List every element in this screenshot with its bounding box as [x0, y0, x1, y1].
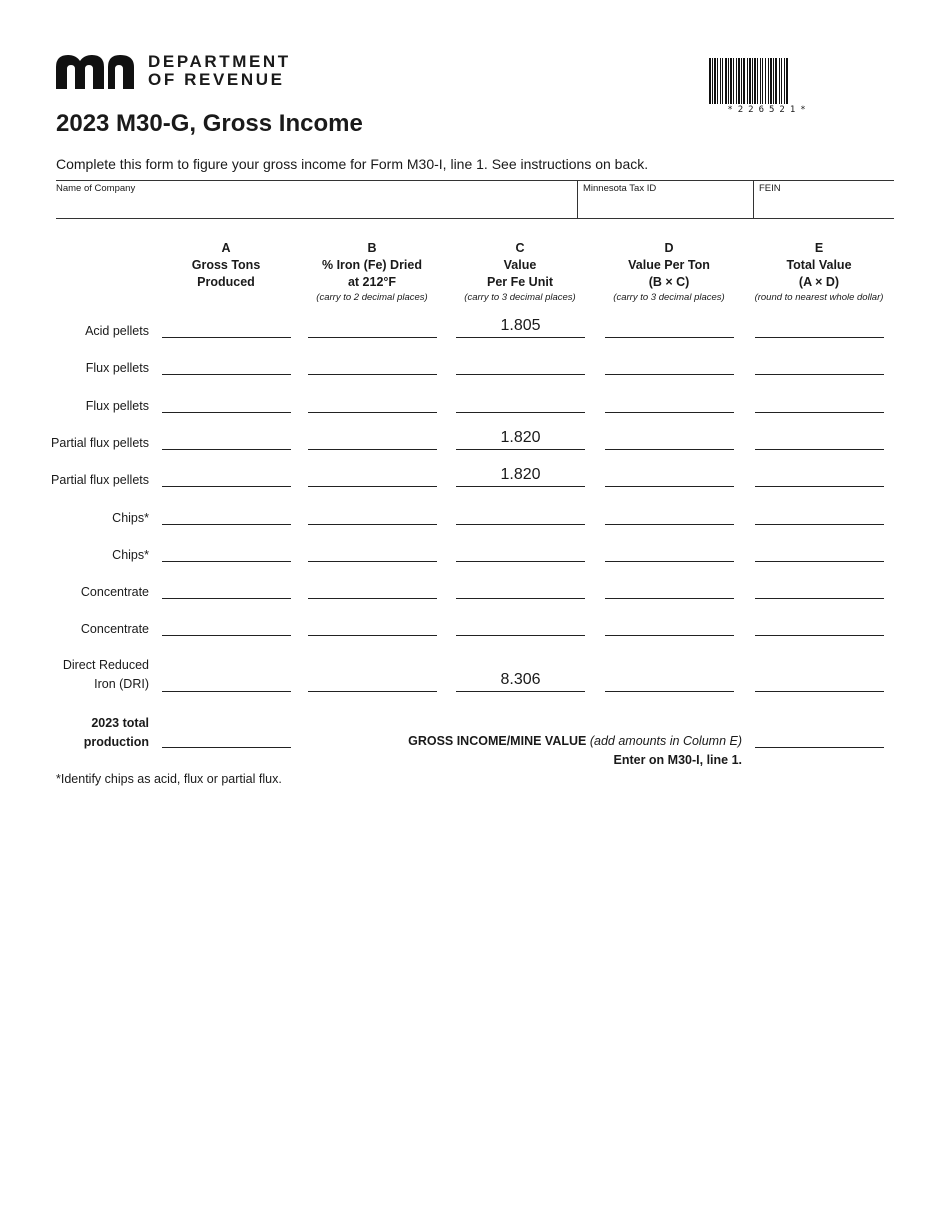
barcode-bar [730, 58, 732, 104]
column-a-field[interactable] [162, 486, 291, 487]
form-instructions: Complete this form to figure your gross income for Form M30-I, line 1. See instructions on back. [56, 156, 649, 172]
column-a-field[interactable] [162, 374, 291, 375]
column-c-field[interactable] [456, 598, 585, 599]
column-d-field[interactable] [605, 524, 734, 525]
column-note: (carry to 2 decimal places) [316, 292, 428, 303]
barcode-bar [733, 58, 734, 104]
barcode-bar [784, 58, 785, 104]
dept-line1: DEPARTMENT [148, 52, 291, 71]
column-letter: D [664, 241, 674, 255]
enter-on-note: Enter on M30-I, line 1. [613, 753, 742, 767]
column-title-line1: Value [503, 258, 537, 272]
column-b-field[interactable] [308, 561, 437, 562]
total-label-line2: production [83, 735, 149, 749]
barcode-bar [738, 58, 740, 104]
row-label: Concentrate [80, 585, 149, 599]
barcode-bar [728, 58, 729, 104]
column-c-field[interactable] [456, 337, 585, 338]
column-title-line2: (A × D) [798, 275, 840, 289]
barcode-bar [741, 58, 742, 104]
column-d-field[interactable] [605, 598, 734, 599]
row-label [40, 656, 149, 694]
column-title-line2: Per Fe Unit [487, 275, 553, 289]
column-e-field[interactable] [755, 524, 884, 525]
barcode-bar [743, 58, 745, 104]
column-a-field[interactable] [162, 635, 291, 636]
column-header-e [744, 240, 894, 305]
column-letter: B [367, 241, 377, 255]
column-d-field[interactable] [605, 449, 734, 450]
barcode-bar [714, 58, 716, 104]
mn-tax-id-field[interactable] [577, 181, 753, 218]
column-b-field[interactable] [308, 635, 437, 636]
column-d-field[interactable] [605, 337, 734, 338]
barcode-bar [749, 58, 751, 104]
column-e-field[interactable] [755, 598, 884, 599]
column-a-field[interactable] [162, 449, 291, 450]
column-a-field[interactable] [162, 412, 291, 413]
row-label: Chips* [112, 511, 149, 525]
column-letter: E [814, 241, 824, 255]
gross-income-field[interactable] [755, 747, 884, 748]
column-title-line1: Total Value [786, 258, 852, 272]
barcode-bar [765, 58, 766, 104]
barcode-bar [736, 58, 737, 104]
column-c-field[interactable] [456, 524, 585, 525]
identification-fields [56, 180, 894, 219]
column-b-field[interactable] [308, 337, 437, 338]
column-header-a [151, 240, 301, 291]
column-b-field[interactable] [308, 486, 437, 487]
barcode-text: *226521* [727, 105, 811, 115]
row-label-line2: Iron (DRI) [94, 677, 149, 691]
chips-footnote: *Identify chips as acid, flux or partial flux. [56, 772, 282, 786]
row-label: Chips* [112, 548, 149, 562]
column-e-field[interactable] [755, 374, 884, 375]
column-title-line1: Gross Tons [191, 258, 261, 272]
row-label: Concentrate [80, 622, 149, 636]
barcode-bar [781, 58, 782, 104]
gross-income-note: (add amounts in Column E) [589, 734, 742, 748]
column-c-field[interactable] [456, 561, 585, 562]
row-label: Flux pellets [85, 361, 149, 375]
column-e-field[interactable] [755, 449, 884, 450]
barcode-bar [760, 58, 761, 104]
barcode-bar [747, 58, 748, 104]
column-d-field[interactable] [605, 561, 734, 562]
barcode-bar [752, 58, 753, 104]
column-title-line2: at 212°F [347, 275, 397, 289]
barcode-bar [770, 58, 772, 104]
column-e-field[interactable] [755, 691, 884, 692]
column-a-field[interactable] [162, 561, 291, 562]
column-letter: C [515, 241, 525, 255]
column-d-field[interactable] [605, 486, 734, 487]
column-c-value: 1.805 [500, 317, 541, 334]
column-title-line1: % Iron (Fe) Dried [321, 258, 422, 272]
column-c-value: 1.820 [500, 429, 541, 446]
mn-logo [56, 55, 136, 89]
column-d-field[interactable] [605, 635, 734, 636]
barcode-bar [773, 58, 774, 104]
barcode-bar [768, 58, 769, 104]
form-title: 2023 M30-G, Gross Income [56, 110, 363, 137]
column-title-line1: Value Per Ton [628, 258, 710, 272]
column-c-field[interactable] [456, 449, 585, 450]
barcode-bar [786, 58, 788, 104]
column-b-field[interactable] [308, 524, 437, 525]
column-a-field[interactable] [162, 337, 291, 338]
column-c-field[interactable] [456, 486, 585, 487]
row-label: Partial flux pellets [51, 436, 149, 450]
row-label: Partial flux pellets [51, 473, 149, 487]
fein-field[interactable] [753, 181, 894, 218]
column-note: (carry to 3 decimal places) [613, 292, 725, 303]
column-header-b [297, 240, 447, 305]
company-name-field[interactable] [56, 181, 577, 218]
column-a-field[interactable] [162, 691, 291, 692]
column-note: (carry to 3 decimal places) [464, 292, 576, 303]
column-e-field[interactable] [755, 635, 884, 636]
total-production-label [40, 714, 149, 752]
column-b-field[interactable] [308, 691, 437, 692]
column-b-field[interactable] [308, 412, 437, 413]
column-c-field[interactable] [456, 374, 585, 375]
column-a-field[interactable] [162, 524, 291, 525]
column-header-d [594, 240, 744, 305]
column-a-field[interactable] [162, 598, 291, 599]
column-b-field[interactable] [308, 598, 437, 599]
barcode-bar [717, 58, 718, 104]
barcode-bar [775, 58, 777, 104]
barcode-bar [722, 58, 723, 104]
column-b-field[interactable] [308, 449, 437, 450]
barcode-bar [754, 58, 756, 104]
column-c-value: 8.306 [500, 671, 541, 688]
column-letter: A [221, 241, 231, 255]
column-title-line2: Produced [197, 275, 255, 289]
company-name-label: Name of Company [56, 183, 136, 194]
barcode-bar [762, 58, 763, 104]
barcode-bar [712, 58, 713, 104]
column-c-field[interactable] [456, 412, 585, 413]
fein-label: FEIN [759, 183, 781, 194]
column-header-c [445, 240, 595, 305]
column-d-field[interactable] [605, 374, 734, 375]
column-c-value: 1.820 [500, 466, 541, 483]
column-c-field[interactable] [456, 635, 585, 636]
column-e-field[interactable] [755, 412, 884, 413]
row-label: Acid pellets [85, 324, 149, 338]
column-e-field[interactable] [755, 337, 884, 338]
barcode-bar [779, 58, 780, 104]
row-label-line1: Direct Reduced [62, 658, 149, 672]
barcode-bar [725, 58, 727, 104]
column-d-field[interactable] [605, 412, 734, 413]
column-b-field[interactable] [308, 374, 437, 375]
barcode-bar [757, 58, 758, 104]
gross-income-title: GROSS INCOME/MINE VALUE [408, 734, 587, 748]
dept-line2: OF REVENUE [148, 70, 285, 89]
total-production-field[interactable] [162, 747, 291, 748]
column-note: (round to nearest whole dollar) [754, 292, 884, 303]
barcode-bar [709, 58, 711, 104]
column-e-field[interactable] [755, 486, 884, 487]
mn-tax-id-label: Minnesota Tax ID [583, 183, 657, 194]
barcode [709, 58, 829, 104]
row-label: Flux pellets [85, 399, 149, 413]
department-name [148, 53, 291, 89]
column-d-field[interactable] [605, 691, 734, 692]
column-c-field[interactable] [456, 691, 585, 692]
gross-income-label [360, 734, 742, 748]
column-title-line2: (B × C) [648, 275, 690, 289]
column-e-field[interactable] [755, 561, 884, 562]
barcode-bar [720, 58, 721, 104]
total-label-line1: 2023 total [91, 716, 149, 730]
